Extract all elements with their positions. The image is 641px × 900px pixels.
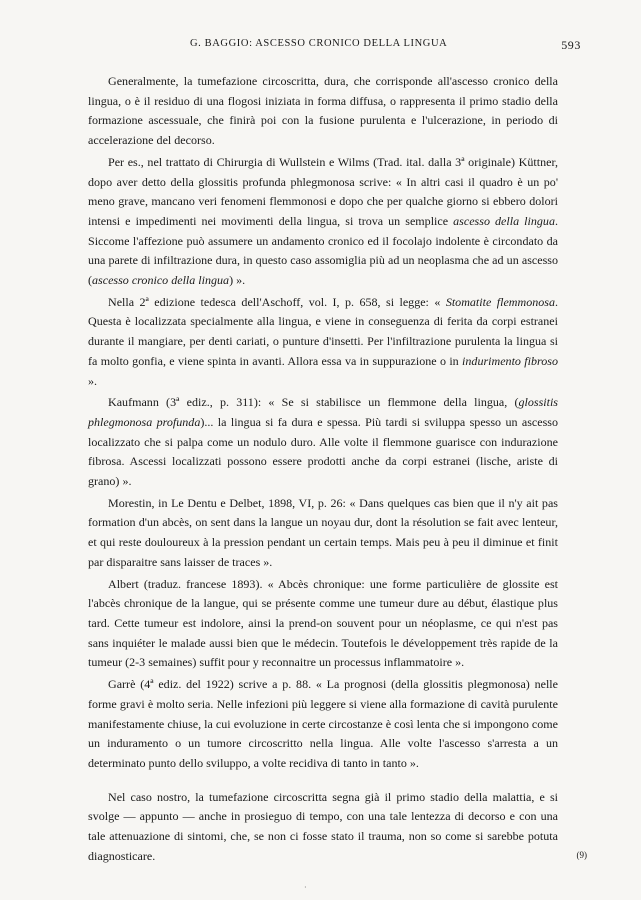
body-text: [88, 72, 558, 866]
paragraph-6: Albert (traduz. francese 1893). « Abcès chronique: une forme particulière de glossite est l'abcès chronique de la langue, qui se présente comme une tumeur dure au début, élastique plus tard. Cette tumeur est indolore, ainsi la prend-on souvent pour un néoplasme, ce qui n'est pas sans inquiéter le malade aussi bien que le médecin. Toutefois le développement très rapide de la tumeur (2-3 semaines) suffit pour y reconnaitre un processus inflammatoire ».: [88, 576, 558, 670]
paragraph-5: Morestin, in Le Dentu e Delbet, 1898, VI, p. 26: « Dans quelques cas bien que il n'y ait pas formation d'un abcès, on sent dans la langue un noyau dur, dont la résolution se fait avec lenteur, et qui reste douloureux à la pression pendant un certain temps. Mais peu à peu il diminue et finit par disparaitre sans laisser de traces ».: [88, 495, 558, 569]
italic-term: Stomatite flemmonosa: [445, 294, 555, 309]
paragraph-2: Per es., nel trattato di Chirurgia di Wullstein e Wilms (Trad. ital. dalla 3ª originale) Küttner, dopo aver detto della glossitis profunda phlegmonosa scrive: « In altri casi il quadro è un po' meno grave, mancano veri fenomeni flemmonosi e dopo che per qualche giorno si ebbero dolori intensi e impedimenti nei movimenti della lingua, si trova un semplice ascesso della lingua. Siccome l'affezione può assumere un andamento cronico ed il focolajo indolente è circondato da una parete di infiltrazione dura, in questo caso assomiglia più ad un neoplasma che ad un ascesso (ascesso cronico della lingua) ».: [88, 154, 558, 288]
paragraph-4: Kaufmann (3ª ediz., p. 311): « Se si stabilisce un flemmone della lingua, (glossitis phlegmonosa profunda)... la lingua si fa dura e spessa. Più tardi si sviluppa spesso un ascesso localizzato che si palpa come un nodulo duro. Alle volte il flemmone guarisce con indurazione fibrosa. Ascessi localizzati possono essere prodotti anche da corpi estranei (lische, ariste di grano) ».: [88, 395, 558, 489]
paragraph-3: Nella 2ª edizione tedesca dell'Aschoff, vol. I, p. 658, si legge: « Stomatite flemmonosa. Questa è localizzata specialmente alla lingua, e viene in conseguenza di ferita da corpi estranei durante il mangiare, per denti cariati, o punture d'insetti. Per l'infiltrazione purulenta la lingua si fa molto gonfia, e viene spinta in avanti. Allora essa va in suppurazione o in indurimento fibroso ».: [88, 294, 558, 388]
scan-speck: ·: [304, 883, 307, 892]
italic-term: ascesso cronico della lingua: [92, 273, 230, 288]
running-header: [90, 38, 581, 54]
paragraph-8: Nel caso nostro, la tumefazione circoscritta segna già il primo stadio della malattia, e si svolge — appunto — anche in prosieguo di tempo, con una tale lentezza di decorso e con una tale attenuazione di sintomi, che, se non ci fosse stato il trauma, non so come si sarebbe potuta diagnosticare.: [88, 789, 558, 863]
italic-term: glossitis phlegmonosa profunda: [88, 395, 558, 429]
italic-term: indurimento fibroso: [462, 353, 558, 368]
paragraph-7: Garrè (4ª ediz. del 1922) scrive a p. 88. « La prognosi (della glossitis plegmonosa) nelle forme gravi è molto seria. Nelle infezioni più leggere si viene alla formazione di cavità purulente manifestamente chiuse, la cui evoluzione in certe circostanze è così lenta che si impongono come un induramento o un tumore circoscritto nella lingua. Alle volte l'ascesso s'arresta a un determinato punto dello sviluppo, a volte recidiva di tanto in tanto ».: [88, 677, 558, 770]
italic-term: ascesso della lingua: [453, 213, 555, 228]
running-title: G. BAGGIO: ASCESSO CRONICO DELLA LINGUA: [190, 38, 448, 49]
page-number: 593: [561, 38, 581, 52]
signature-mark: (9): [576, 850, 587, 860]
paragraph-1: Generalmente, la tumefazione circoscritta, dura, che corrisponde all'ascesso cronico della lingua, o è il residuo di una flogosi iniziata in forma diffusa, o rappresenta il primo stadio della formazione ascessuale, che finirà poi con la fusione purulenta e l'ulcerazione, in periodo di accelerazione del decorso.: [88, 74, 558, 148]
